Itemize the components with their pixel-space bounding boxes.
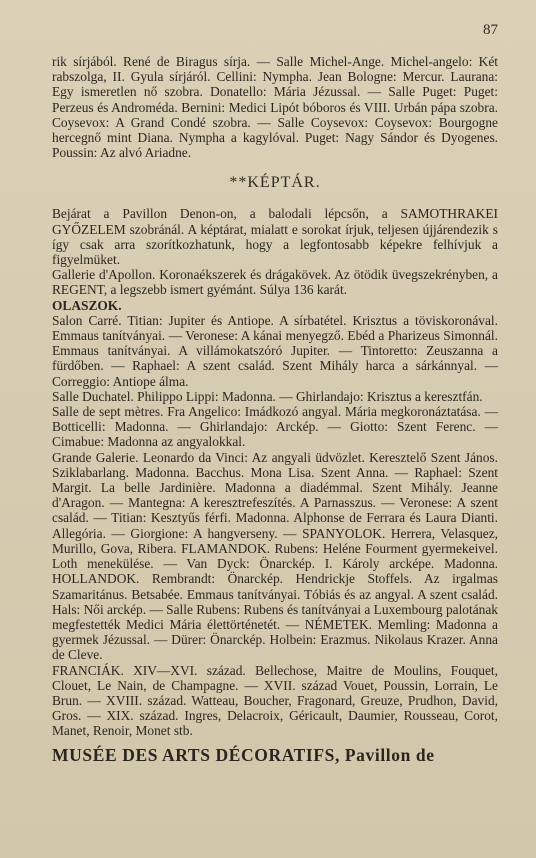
paragraph-grande-galerie: Grande Galerie. Leonardo da Vinci: Az angyali üdvözlet. Keresztelő Szent János. Sziklabarlang. Madonna. Bacchus. Mona Lisa. Szent Anna. — Raphael: Szent Margit. La belle Jardinière. Madonna a diadémmal. Szent Mihály. Jeanne d'Aragon. — Mantegna: A keresztrefeszítés. A Parnasszus. — Veronese: A szent család. — Titian: Kesztyűs férfi. Madonna. Alphonse de Ferrara és Laura Dianti. Allegória. — Giorgione: A hangverseny. — SPANYOLOK. Herrera, Velasquez, Murillo, Gova, Ribera. FLAMANDOK. Rubens: Heléne Fourment gyermekeivel. Loth menekülése. — Van Dyck: Önarckép. I. Károly arcképe. Madonna. HOLLANDOK. Rembrandt: Önarckép. Hendrickje Stoffels. Az irgalmas Szamaritánus. Betsabée. Emmaus tanítványai. Tóbiás és az angyal. A szent család. Hals: Női arckép. — Salle Rubens: Rubens és tanítványai a Luxembourg palotának megfestették Medici Mária élettörténetét. — NÉMETEK. Memling: Madonna a gyermek Jézussal. — Dürer: Önarckép. Holbein: Erazmus. Nikolaus Krazer. Anna de Cleve. — [52, 449, 499, 663]
paragraph-entrance: Bejárat a Pavillon Denon-on, a balodali lépcsőn, a SAMOTHRAKEI GYŐZELEM szobránál. A képtárat, mialatt e sorokat írjuk, teljesen újjárendezik s így csak arra szorítkozhatunk, hogy a legfontosabb képekre felhívjuk a figyelmüket. — [52, 206, 498, 268]
paragraph-top: rik sírjából. René de Biragus sírja. — Salle Michel-Ange. Michel-angelo: Két rabszolga, II. Gyula sírjáról. Cellini: Nympha. Jean Bologne: Mercur. Laurana: Egy ismeretlen nő szobra. Donatello: Mária Jézussal. — Salle Puget: Puget: Perzeus és Androméda. Bernini: Medici Lipót bóboros és VIII. Urbán pápa szobra. Coysevox: A Grand Condé szobra. — Salle Coysevox: Coysevox: Bourgogne hercegnő mint Diana. Nympha a kagylóval. Puget: Nagy Sándor és Dyogenes. Poussin: Az alvó Ariadne. — [52, 54, 498, 161]
paragraph-apollon: Gallerie d'Apollon. Koronaékszerek és drágakövek. Az ötödik üvegszekrényben, a REGENT, a legszebb ismert gyémánt. Súlya 136 karát. — [52, 267, 498, 298]
paragraph-salon-carre: Salon Carré. Titian: Jupiter és Antiope. A sírbatétel. Krisztus a töviskoronával. Emmaus tanítványai. — Veronese: A kánai menyegző. Ebéd a Pharizeus Simonnál. Emmaus tanítványai. A villámokatszóró Jupiter. — Tintoretto: Zeuszanna a fürdőben. — Raphael: A szent család. Szent Mihály harca a sárkánnyal. — Correggio: Antiope álma. — [52, 312, 498, 389]
heading-olaszok: OLASZOK. — [52, 297, 122, 313]
bottom-title: MUSÉE DES ARTS DÉCORATIFS, Pavillon de — [52, 744, 435, 765]
paragraph-franciak: FRANCIÁK. XIV—XVI. század. Bellechose, Maitre de Moulins, Fouquet, Clouet, Le Nain, de Champagne. — XVII. század Vouet, Poussin, Lorrain, Le Brun. — XVIII. század. Watteau, Boucher, Fragonard, Greuze, Prudhon, David, Gros. — XIX. század. Ingres, Delacroix, Géricault, Daumier, Rousseau, Corot, Manet, Renoir, Monet stb. — [52, 662, 498, 739]
section-title: **KÉPTÁR. — [229, 174, 321, 192]
paragraph-salle-duchatel: Salle Duchatel. Philippo Lippi: Madonna. — Ghirlandajo: Krisztus a keresztfán. — [52, 388, 483, 404]
paragraph-salle-sept-metres: Salle de sept mètres. Fra Angelico: Imádkozó angyal. Mária megkoronáztatása. — Botticelli: Madonna. — Ghirlandajo: Arckép. — Giotto: Szent Ferenc. — Cimabue: Madonna az angyalokkal. — [52, 404, 498, 450]
page-number: 87 — [483, 22, 498, 38]
